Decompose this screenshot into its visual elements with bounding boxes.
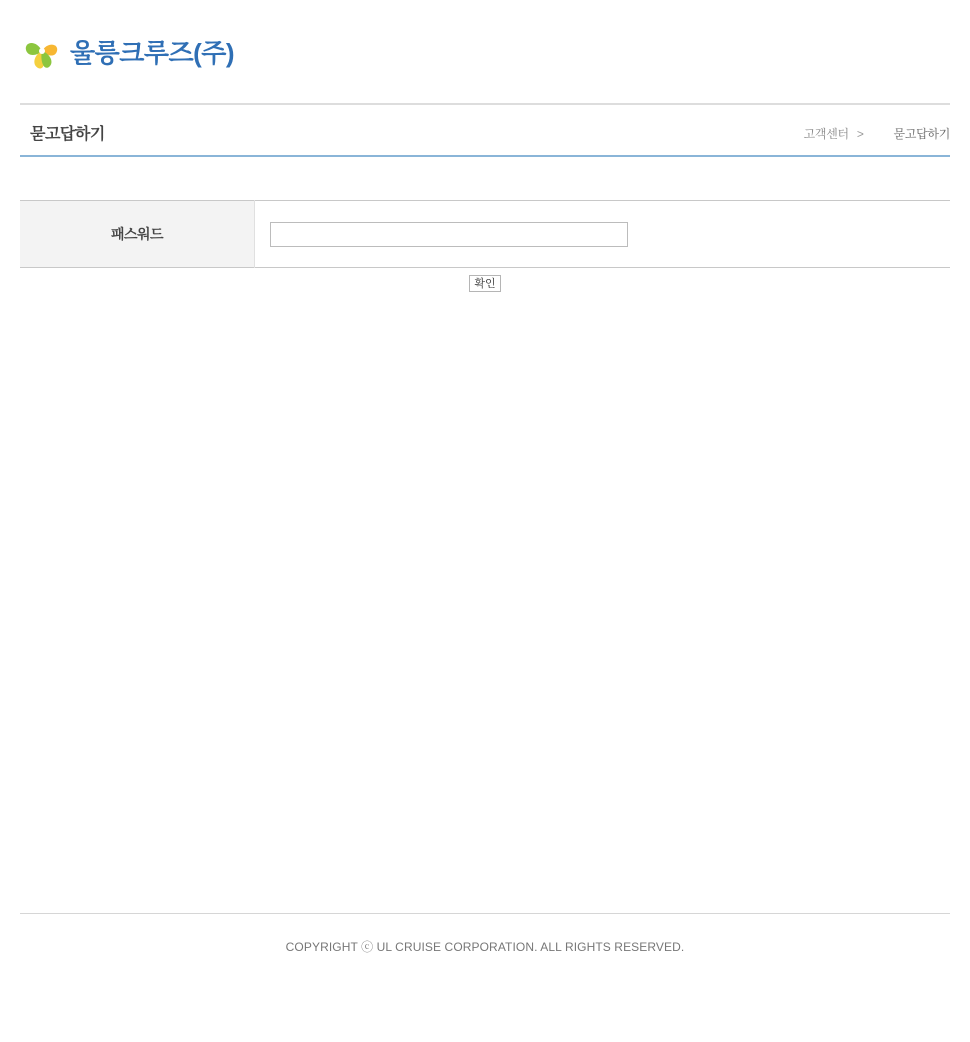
pinwheel-flower-icon bbox=[22, 30, 62, 72]
password-input[interactable] bbox=[270, 222, 628, 247]
password-form-table bbox=[20, 200, 950, 268]
title-bar bbox=[20, 103, 950, 157]
logo-text-main: 울릉크루즈 bbox=[70, 37, 194, 68]
table-row bbox=[20, 201, 950, 268]
breadcrumb-separator-icon: > bbox=[856, 126, 864, 141]
logo-text-suffix: (주) bbox=[193, 37, 235, 68]
logo-link[interactable] bbox=[22, 30, 234, 72]
confirm-button[interactable]: 확인 bbox=[469, 275, 500, 292]
copyright-text: COPYRIGHT ⓒ UL CRUISE CORPORATION. ALL RIGHTS RESERVED. bbox=[285, 940, 685, 954]
site-footer bbox=[20, 913, 950, 955]
password-field-cell bbox=[255, 201, 951, 268]
breadcrumb bbox=[804, 125, 950, 142]
breadcrumb-current: 묻고답하기 bbox=[893, 127, 950, 141]
page-title: 묻고답하기 bbox=[30, 126, 105, 143]
logo-text bbox=[70, 33, 234, 70]
password-label: 패스워드 bbox=[20, 201, 255, 268]
breadcrumb-parent[interactable]: 고객센터 bbox=[803, 127, 849, 141]
main-content bbox=[20, 157, 950, 292]
site-header bbox=[0, 0, 970, 103]
button-row bbox=[20, 268, 950, 292]
